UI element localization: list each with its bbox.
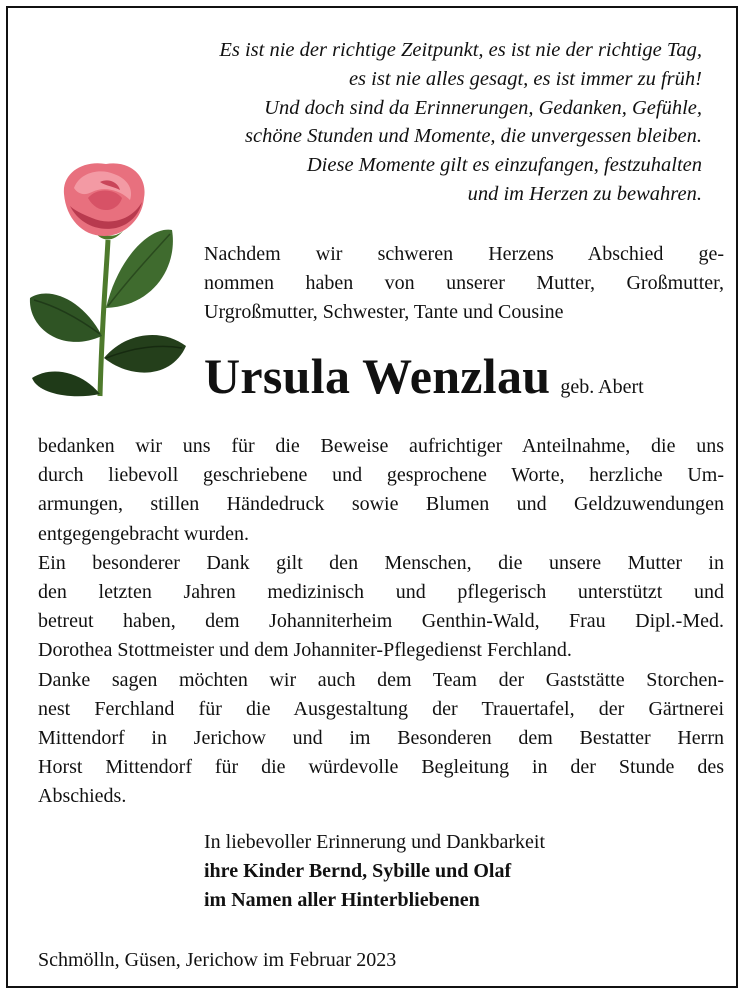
poem-line: Und doch sind da Erinnerungen, Gedanken, Gefühle,: [264, 96, 702, 119]
intro-line: Urgroßmutter, Schwester, Tante und Cousine: [204, 301, 564, 323]
poem-line: Diese Momente gilt es einzufangen, festzuhalten: [306, 154, 702, 177]
poem-line: schöne Stunden und Momente, die unvergessen bleiben.: [245, 125, 702, 148]
place-date: Schmölln, Güsen, Jerichow im Februar 2023: [38, 949, 397, 971]
rose-stem: [100, 240, 108, 396]
body-line: armungen, stillen Händedruck sowie Blumen und Geldzuwendungen: [38, 493, 724, 516]
signatories: ihre Kinder Bernd, Sybille und Olaf: [204, 860, 512, 882]
intro-text: [204, 240, 724, 327]
body-line: Abschieds.: [38, 785, 127, 808]
birth-name: geb. Abert: [560, 376, 644, 398]
closing-signature: [204, 828, 724, 915]
deceased-name-row: [204, 348, 644, 404]
intro-line: Nachdem wir schweren Herzens Abschied ge-: [204, 243, 724, 265]
body-line: Mittendorf in Jerichow und im Besonderen dem Bestatter Herrn: [38, 727, 724, 750]
intro-line: nommen haben von unserer Mutter, Großmutter,: [204, 272, 724, 294]
deceased-name: Ursula Wenzlau: [204, 348, 551, 404]
rose-image: [22, 158, 192, 398]
body-line: Horst Mittendorf für die würdevolle Begleitung in der Stunde des: [38, 756, 724, 779]
body-line: betreut haben, dem Johanniterheim Genthin-Wald, Frau Dipl.-Med.: [38, 610, 724, 633]
poem-line: Es ist nie der richtige Zeitpunkt, es ist nie der richtige Tag,: [219, 39, 702, 61]
poem-line: es ist nie alles gesagt, es ist immer zu früh!: [348, 67, 702, 90]
body-line: Ein besonderer Dank gilt den Menschen, die unsere Mutter in: [38, 551, 724, 574]
body-line: Dorothea Stottmeister und dem Johanniter-Pflegedienst Ferchland.: [38, 639, 572, 662]
body-line: entgegengebracht wurden.: [38, 522, 250, 545]
rose-leaf: [30, 294, 102, 342]
body-line: Danke sagen möchten wir auch dem Team der Gaststätte Storchen-: [38, 668, 724, 691]
body-line: bedanken wir uns für die Beweise aufrichtiger Anteilnahme, die uns: [38, 435, 724, 457]
poem-line: und im Herzen zu bewahren.: [467, 182, 702, 205]
signatories-note: im Namen aller Hinterbliebenen: [204, 889, 480, 911]
rose-leaf: [32, 371, 100, 396]
body-line: nest Ferchland für die Ausgestaltung der Trauertafel, der Gärtnerei: [38, 697, 724, 720]
body-line: durch liebevoll geschriebene und gesprochene Worte, herzliche Um-: [38, 464, 724, 487]
thanks-text: [38, 432, 724, 812]
body-line: den letzten Jahren medizinisch und pflegerisch unterstützt und: [38, 581, 724, 604]
closing-line: In liebevoller Erinnerung und Dankbarkeit: [204, 831, 545, 853]
obituary-frame: [6, 6, 738, 988]
